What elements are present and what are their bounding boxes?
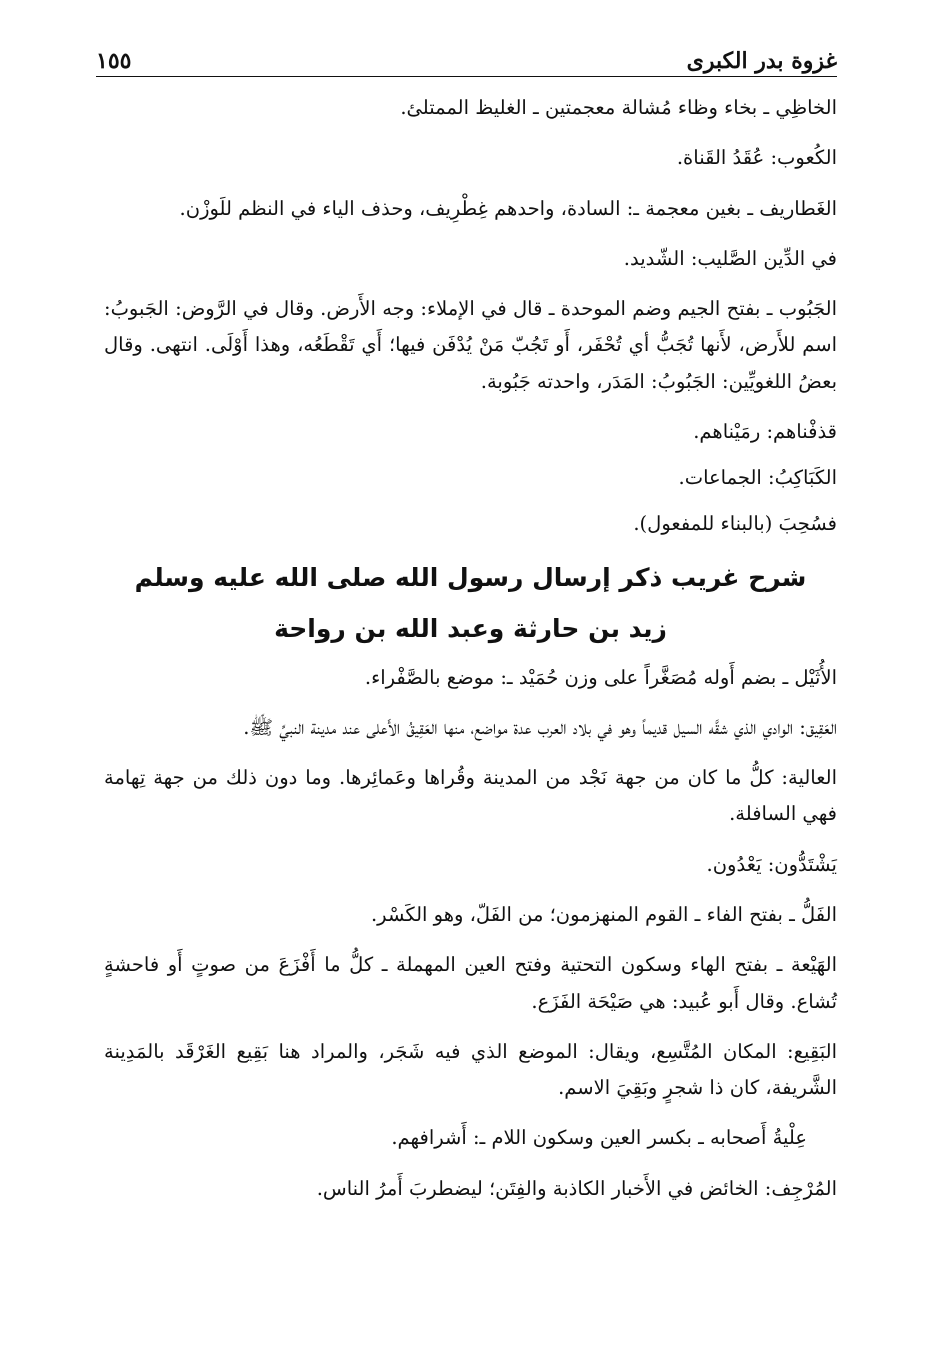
gloss-fasuhiba: فسُحِبَ (بالبناء للمفعول).: [633, 512, 837, 536]
page-number: ١٥٥: [96, 48, 132, 74]
page-body: [104, 90, 837, 1221]
gloss-aliya: العالية: كلُّ ما كان من جهة نَجْد من المدينة وقُراها وعَمائِرها. وما دون ذلك من جهة تِهامة فهي السافلة.: [104, 766, 837, 826]
gloss-kabakib: الكَبَاكِبُ: الجماعات.: [678, 466, 837, 490]
gloss-yashtaddun: يَشْتَدُّون: يَعْدُون.: [706, 852, 837, 876]
gloss-fall: الفَلُّ ـ بفتح الفاء ـ القوم المنهزمون؛ من الفَلّ، وهو الكَسْر.: [370, 902, 837, 926]
page-header: [96, 34, 837, 77]
gloss-qadhafnahum: قذفْناهم: رمَيْناهم.: [693, 419, 837, 443]
gloss-baqi: البَقِيع: المكان المُتَّسِع، ويقال: الموضع الذي فيه شَجَر، والمراد هنا بَقِيع الغَرْقَد بالمَدِينة الشَّريفة، كان ذا شجرٍ وبَقِيَ الاسم.: [104, 1039, 837, 1100]
gloss-uthayl: الأُثَيْل ـ بضم أَوله مُصَغَّراً على وزن حُمَيْد ـ: موضع بالصَّفْراء.: [364, 665, 837, 689]
gloss-ghatarif: الغَطاريف ـ بغين معجمة ـ: السادة، واحدهم غِطْرِيف، وحذف الياء في النظم للَوزْن.: [179, 196, 837, 220]
gloss-khazi: الخاظِي ـ بخاء وظاء مُشالة معجمتين ـ الغليظ الممتلئ.: [400, 96, 837, 119]
gloss-salib: في الدِّين الصَّليب: الشّديد.: [623, 246, 837, 270]
gloss-ilya: عِلْيةُ أَصحابه ـ بكسر العين وسكون اللام ـ: أَشرافهم.: [391, 1126, 807, 1150]
section-heading-line2: زيد بن حارثة وعبد الله بن رواحة: [274, 614, 667, 644]
gloss-jabub: الجَبُوب ـ بفتح الجيم وضم الموحدة ـ قال في الإملاء: وجه الأَرض. وقال في الرَّوض: الجَبوبُ: اسم للأَرض، لأَنها تُجَبُّ أي تُحْفَر، أَو تَجُبّ مَنْ يُدْفَن فيها؛ أَي تَقْطَعُه، وهذا أَوْلَى. انتهى. وقال بعضُ اللغويِّين: الجَبُوبُ: المَدَر، واحدته جَبُوبة.: [104, 297, 837, 393]
section-heading-line1: شرح غريب ذكر إرسال رسول الله صلى الله عليه وسلم: [134, 562, 807, 592]
gloss-hayaa: الهَيْعة ـ بفتح الهاء وسكون التحتية وفتح العين المهملة ـ كلُّ ما أَفْزَعَ من صوتٍ أَو فاحشةٍ تُشاع. وقال أَبو عُبيد: هي صَيْحَة الفَزَع.: [104, 953, 837, 1013]
gloss-murjif: المُرْجِف: الخائض في الأَخبار الكاذبة والفِتَن؛ ليضطربَ أَمرُ الناس.: [316, 1176, 837, 1200]
gloss-aqiq: العَقِيق: الوادي الذي شقَّه السيل قديماً وهو في بلاد العرب عدة مواضع، منها العَقِيقُ الأَعلى عند مدينة النبيِّ ﷺ.: [243, 715, 837, 739]
gloss-kuub: الكُعوب: عُقَدُ القَناة.: [676, 146, 837, 170]
running-title: غزوة بدر الكبرى: [686, 48, 837, 74]
